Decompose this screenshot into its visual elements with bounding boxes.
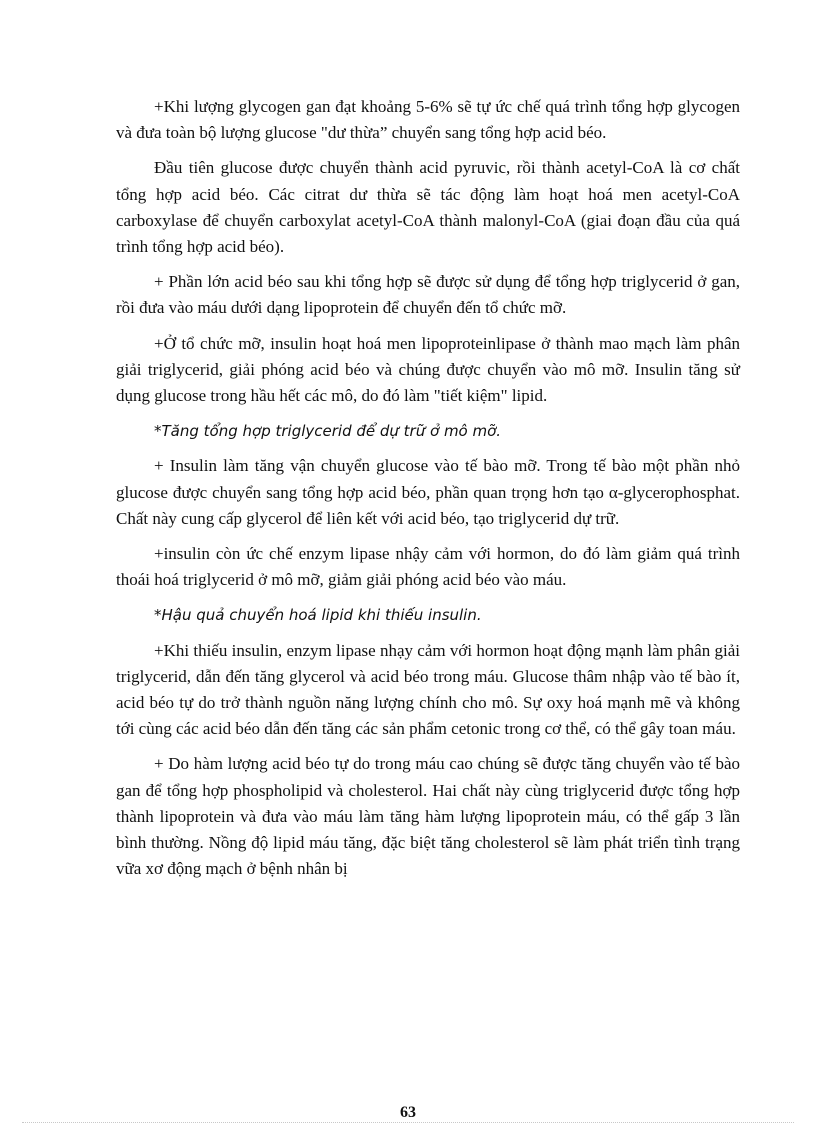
paragraph-insulin-deficiency: +Khi thiếu insulin, enzym lipase nhạy cảm với hormon hoạt động mạnh làm phân giải triglycerid, dẫn đến tăng glycerol và acid béo trong máu. Glucose thâm nhập vào tế bào ít, acid béo tự do trở thành nguồn năng lượng chính cho mô. Sự oxy hoá mạnh mẽ và không tới cùng các acid béo dẫn đến tăng các sản phẩm cetonic trong cơ thể, có thể gây toan máu.	[116, 640, 740, 739]
paragraph-glucose-transport: + Insulin làm tăng vận chuyển glucose vào tế bào mỡ. Trong tế bào một phần nhỏ glucose được chuyển sang tổng hợp acid béo, phần quan trọng hơn tạo α-glycerophosphat. Chất này cung cấp glycerol để liên kết với acid béo, tạo triglycerid dự trữ.	[116, 456, 740, 528]
paragraph-lipase-inhibition: +insulin còn ức chế enzym lipase nhậy cảm với hormon, do đó làm giảm quá trình thoái hoá triglycerid ở mô mỡ, giảm giải phóng acid béo vào máu.	[116, 544, 740, 590]
paragraph-triglycerid-liver: + Phần lớn acid béo sau khi tổng hợp sẽ được sử dụng để tổng hợp triglycerid ở gan, rồi đưa vào máu dưới dạng lipoprotein để chuyển đến tổ chức mỡ.	[116, 272, 740, 318]
paragraph-acetyl-coa: Đầu tiên glucose được chuyển thành acid pyruvic, rồi thành acetyl-CoA là cơ chất tổng hợp acid béo. Các citrat dư thừa sẽ tác động làm hoạt hoá men acetyl-CoA carboxylase để chuyển carboxylat acetyl-CoA thành malonyl-CoA (giai đoạn đầu của quá trình tổng hợp acid béo).	[116, 158, 740, 257]
paragraph-adipose-insulin: +Ở tổ chức mỡ, insulin hoạt hoá men lipoproteinlipase ở thành mao mạch làm phân giải triglycerid, giải phóng acid béo và chúng được chuyển vào mô mỡ. Insulin tăng sử dụng glucose trong hầu hết các mô, do đó làm "tiết kiệm" lipid.	[116, 333, 740, 406]
subheading-insulin-deficiency: *Hậu quả chuyển hoá lipid khi thiếu insulin.	[154, 606, 482, 625]
subheading-triglycerid-storage: *Tăng tổng hợp triglycerid để dự trữ ở mô mỡ.	[154, 422, 502, 441]
page-number: 63	[400, 1104, 416, 1121]
paragraph-cholesterol: + Do hàm lượng acid béo tự do trong máu cao chúng sẽ được tăng chuyển vào tế bào gan để tổng hợp phospholipid và cholesterol. Hai chất này cùng triglycerid được tổng hợp thành lipoprotein và đưa vào máu làm tăng hàm lượng lipoprotein máu, có thể gấp 3 lần bình thường. Nồng độ lipid máu tăng, đặc biệt tăng cholesterol sẽ làm phát triển tình trạng vữa xơ động mạch ở bệnh nhân bị	[116, 754, 740, 879]
paragraph-glycogen-limit: +Khi lượng glycogen gan đạt khoảng 5-6% sẽ tự ức chế quá trình tổng hợp glycogen và đưa toàn bộ lượng glucose "dư thừa” chuyển sang tổng hợp acid béo.	[116, 97, 740, 143]
page-body	[116, 94, 740, 891]
